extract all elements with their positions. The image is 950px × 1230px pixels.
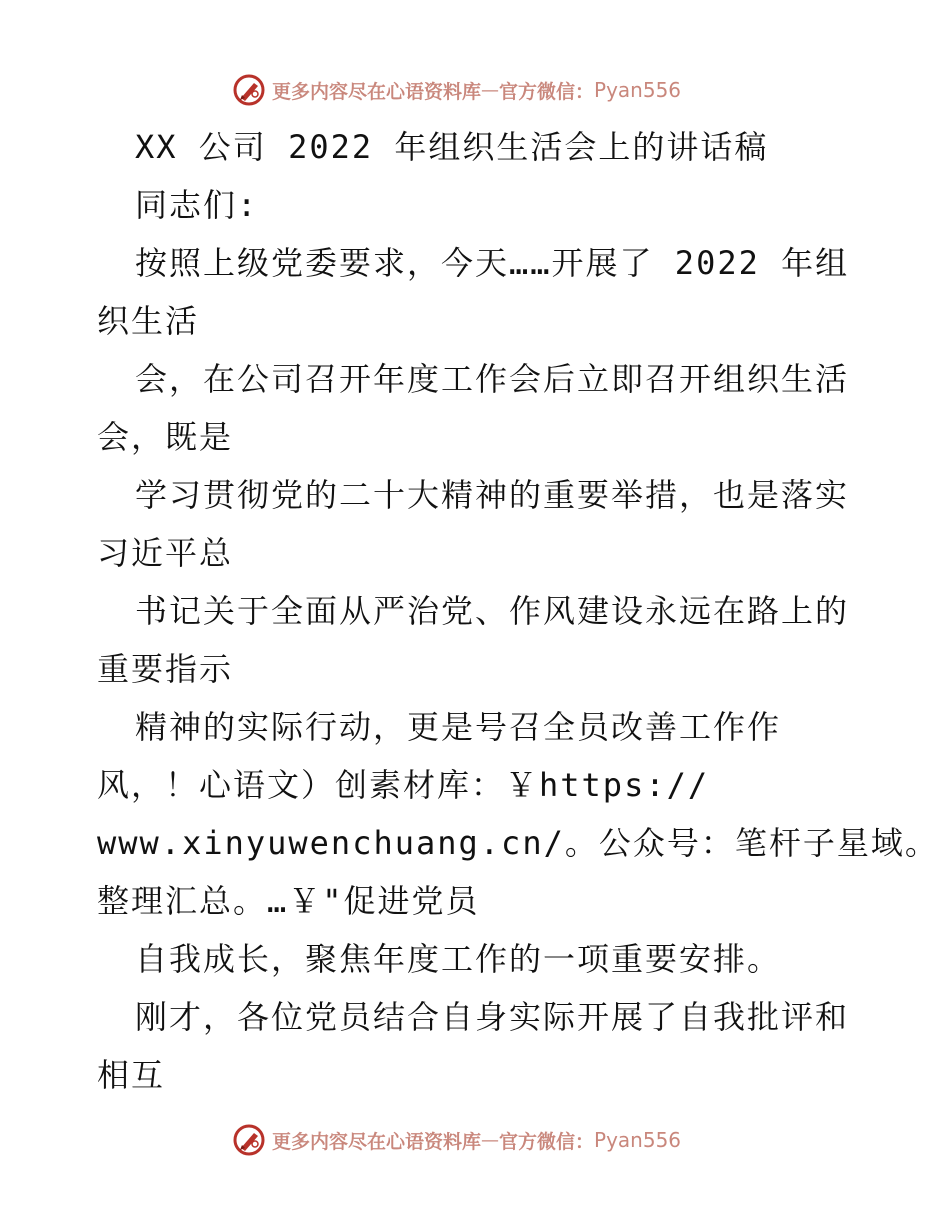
footer-watermark-banner	[232, 1120, 712, 1160]
text-line: 会，既是	[97, 418, 234, 456]
document-body	[97, 118, 939, 1104]
salutation: 同志们:	[135, 186, 259, 224]
text-line: 风，！心语文）创素材库：￥https://	[97, 766, 710, 804]
footer-banner-wechat-id: Pyan556	[594, 1128, 682, 1152]
pen-logo-icon	[232, 73, 266, 107]
text-line: 精神的实际行动，更是号召全员改善工作作	[135, 708, 782, 746]
text-line: 重要指示	[97, 650, 234, 688]
header-banner-wechat-id: Pyan556	[594, 78, 682, 102]
footer-banner-dash: —	[481, 1129, 500, 1151]
header-watermark-banner	[232, 70, 712, 110]
text-line: www.xinyuwenchuang.cn/。公众号：笔杆子星域。	[97, 824, 939, 862]
text-line: 刚才，各位党员结合自身实际开展了自我批评和	[135, 998, 850, 1036]
footer-banner-main-text: 更多内容尽在心语资料库	[272, 1130, 482, 1153]
header-banner-official-label: 官方微信：	[499, 80, 595, 103]
text-line: 书记关于全面从严治党、作风建设永远在路上的	[135, 592, 850, 630]
footer-banner-official-label: 官方微信：	[499, 1130, 595, 1153]
text-line: 按照上级党委要求，今天……开展了 2022 年组	[135, 244, 850, 282]
text-line: 整理汇总。…￥"促进党员	[97, 882, 480, 920]
document-title: XX 公司 2022 年组织生活会上的讲话稿	[135, 128, 769, 166]
header-banner-dash: —	[481, 79, 500, 101]
text-line: 织生活	[97, 302, 200, 340]
text-line: 会，在公司召开年度工作会后立即召开组织生活	[135, 360, 850, 398]
text-line: 学习贯彻党的二十大精神的重要举措，也是落实	[135, 476, 850, 514]
header-banner-main-text: 更多内容尽在心语资料库	[272, 80, 482, 103]
text-line: 相互	[97, 1056, 166, 1094]
text-line: 习近平总	[97, 534, 234, 572]
text-line: 自我成长，聚焦年度工作的一项重要安排。	[135, 940, 782, 978]
pen-logo-icon	[232, 1123, 266, 1157]
